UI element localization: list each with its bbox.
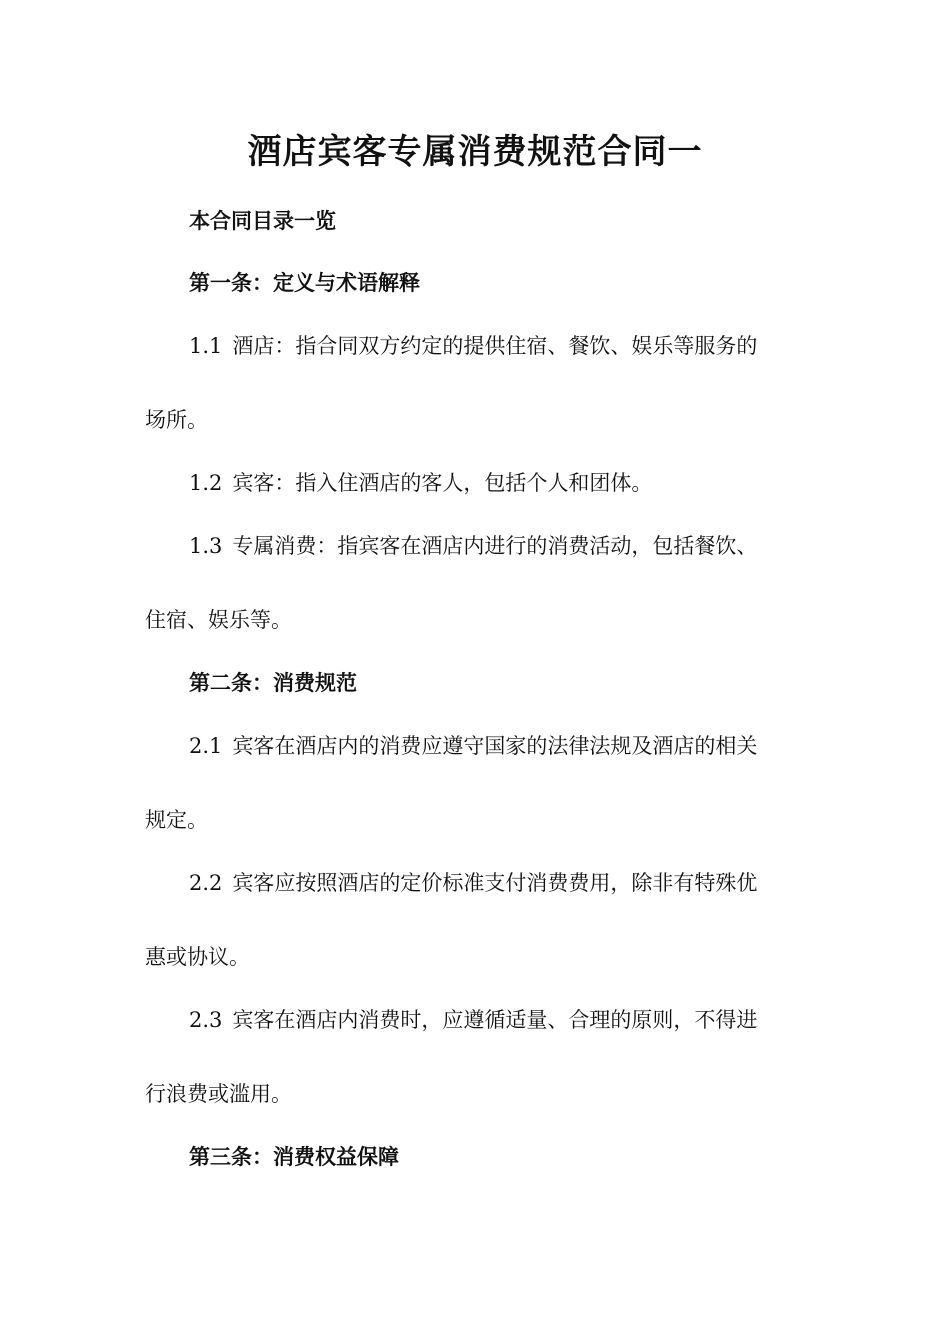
clause-text: 宾客应按照酒店的定价标准支付消费费用，除非有特殊优	[232, 871, 758, 895]
clause-text: 专属消费：指宾客在酒店内进行的消费活动，包括餐饮、	[232, 534, 758, 558]
clause-1-1	[189, 331, 757, 361]
clause-text: 宾客：指入住酒店的客人，包括个人和团体。	[232, 471, 653, 495]
clause-number: 2.2	[189, 871, 223, 895]
clause-2-2-continuation: 惠或协议。	[145, 945, 250, 969]
article-1-heading: 第一条：定义与术语解释	[189, 270, 420, 295]
article-2-heading: 第二条：消费规范	[189, 670, 357, 695]
clause-number: 2.3	[189, 1008, 223, 1032]
clause-2-1-continuation: 规定。	[145, 808, 208, 832]
clause-2-1	[189, 731, 757, 761]
clause-number: 1.2	[189, 471, 223, 495]
clause-2-2	[189, 868, 757, 898]
clause-text: 酒店：指合同双方约定的提供住宿、餐饮、娱乐等服务的	[232, 334, 758, 358]
clause-number: 1.3	[189, 534, 223, 558]
clause-text: 宾客在酒店内的消费应遵守国家的法律法规及酒店的相关	[232, 734, 758, 758]
toc-heading: 本合同目录一览	[189, 208, 336, 233]
clause-1-1-continuation: 场所。	[145, 408, 208, 432]
clause-number: 2.1	[189, 734, 223, 758]
clause-number: 1.1	[189, 334, 223, 358]
clause-2-3-continuation: 行浪费或滥用。	[145, 1082, 292, 1106]
clause-text: 宾客在酒店内消费时，应遵循适量、合理的原则，不得进	[232, 1008, 758, 1032]
clause-2-3	[189, 1005, 757, 1035]
clause-1-2	[189, 468, 652, 498]
clause-1-3	[189, 531, 757, 561]
document-title: 酒店宾客专属消费规范合同一	[247, 132, 703, 172]
clause-1-3-continuation: 住宿、娱乐等。	[145, 608, 292, 632]
article-3-heading: 第三条：消费权益保障	[189, 1144, 399, 1169]
